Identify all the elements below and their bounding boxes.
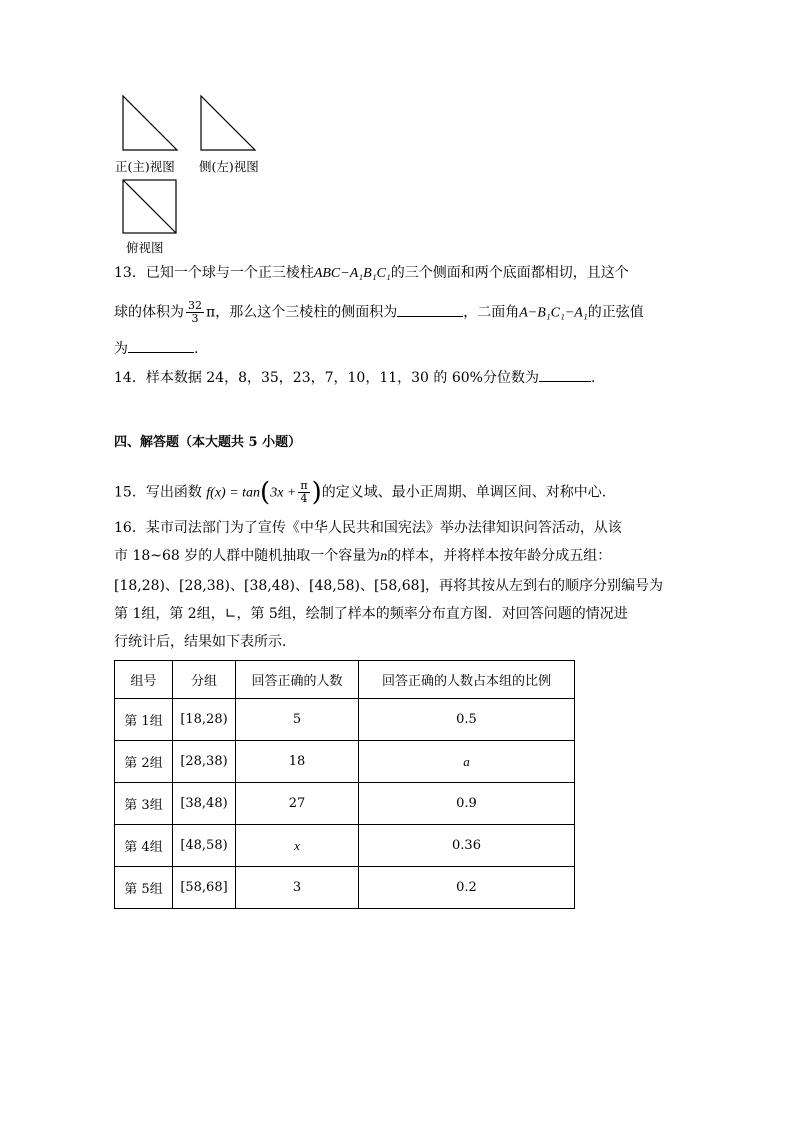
cell-range: [18,28) (173, 699, 236, 741)
right-paren: ) (311, 477, 322, 508)
prism-name: ABC−A₁B₁C₁ (313, 266, 391, 281)
dihedral-angle: A−B₁C₁−A₁ (519, 305, 588, 321)
q13-line1: 13．已知一个球与一个正三棱柱ABC−A₁B₁C₁的三个侧面和两个底面都相切，且这个 (114, 265, 629, 281)
q13-number: 13． (114, 265, 146, 281)
pi-over-4-fraction: $\frac{\pi}{4}$ (300, 479, 308, 505)
cell-range: [28,38) (173, 741, 236, 783)
header-correct-count: 回答正确的人数 (236, 661, 359, 699)
cell-range: [38,48) (173, 783, 236, 825)
table-row (115, 783, 575, 825)
top-view-label: 俯视图 (126, 240, 164, 255)
header-correct-ratio: 回答正确的人数占本组的比例 (359, 661, 575, 699)
table-row (115, 825, 575, 867)
left-paren: ( (260, 477, 271, 508)
top-view-square (123, 180, 176, 233)
table-row (115, 699, 575, 741)
q14-line: 14．样本数据 24，8，35，23，7，10，11，30 的 60%分位数为 . (114, 370, 596, 386)
cell-ratio: a (359, 741, 575, 783)
q16-line5: 行统计后，结果如下表所示． (114, 634, 296, 650)
answer-blank-lateral-area[interactable] (397, 304, 463, 317)
volume-fraction: $\frac{32}{3}$ (188, 299, 202, 325)
cell-range: [48,58) (173, 825, 236, 867)
table-row (115, 867, 575, 909)
q16-line3: [18,28)、[28,38)、[38,48)、[48,58)、[58,68]，再将其按从左到右的顺序分别编号为 (114, 578, 664, 594)
q16-line4: 第 1组，第 2组，∟，第 5组，绘制了样本的频率分布直方图．对回答问题的情况进 (114, 606, 628, 622)
header-group-number: 组号 (115, 661, 173, 699)
answer-blank-percentile[interactable] (539, 369, 591, 382)
answer-blank-sine[interactable] (128, 340, 194, 353)
side-view-label: 侧(左)视图 (199, 159, 259, 174)
cell-group: 第 4组 (115, 825, 173, 867)
q13-line3: 为 . (114, 341, 199, 357)
cell-count: x (236, 825, 359, 867)
front-view-label: 正(主)视图 (115, 159, 175, 174)
cell-ratio: 0.9 (359, 783, 575, 825)
sample-size-n: n (380, 549, 388, 564)
q15-line: 15．写出函数 f(x) = tan(3x + $\frac{\pi}{4}$ )的定义域、最小正周期、单调区间、对称中心． (114, 477, 616, 508)
cell-group: 第 3组 (115, 783, 173, 825)
cell-range: [58,68] (173, 867, 236, 909)
three-view-figure (0, 0, 793, 260)
cell-count: 3 (236, 867, 359, 909)
section-title: 四、解答题（本大题共 5 小题） (114, 435, 302, 450)
q16-line1: 16．某市司法部门为了宣传《中华人民共和国宪法》举办法律知识问答活动，从该 (114, 520, 622, 536)
side-view-triangle (201, 96, 255, 150)
cell-ratio: 0.5 (359, 699, 575, 741)
front-view-triangle (123, 96, 177, 150)
cell-group: 第 5组 (115, 867, 173, 909)
table-header-row (115, 661, 575, 699)
cell-group: 第 1组 (115, 699, 173, 741)
header-age-range: 分组 (173, 661, 236, 699)
cell-group: 第 2组 (115, 741, 173, 783)
q13-line2: 球的体积为 $\frac{32}{3}$ π，那么这个三棱柱的侧面积为 ，二面角A−B₁C₁−A₁的正弦值 (114, 299, 644, 325)
results-table (114, 660, 575, 909)
q16-line2: 市 18~68 岁的人群中随机抽取一个容量为n的样本，并将样本按年龄分成五组： (114, 548, 612, 564)
cell-ratio: 0.36 (359, 825, 575, 867)
cell-count: 5 (236, 699, 359, 741)
table-row (115, 741, 575, 783)
cell-count: 18 (236, 741, 359, 783)
cell-ratio: 0.2 (359, 867, 575, 909)
function-name: f(x) = tan (206, 485, 261, 501)
cell-count: 27 (236, 783, 359, 825)
